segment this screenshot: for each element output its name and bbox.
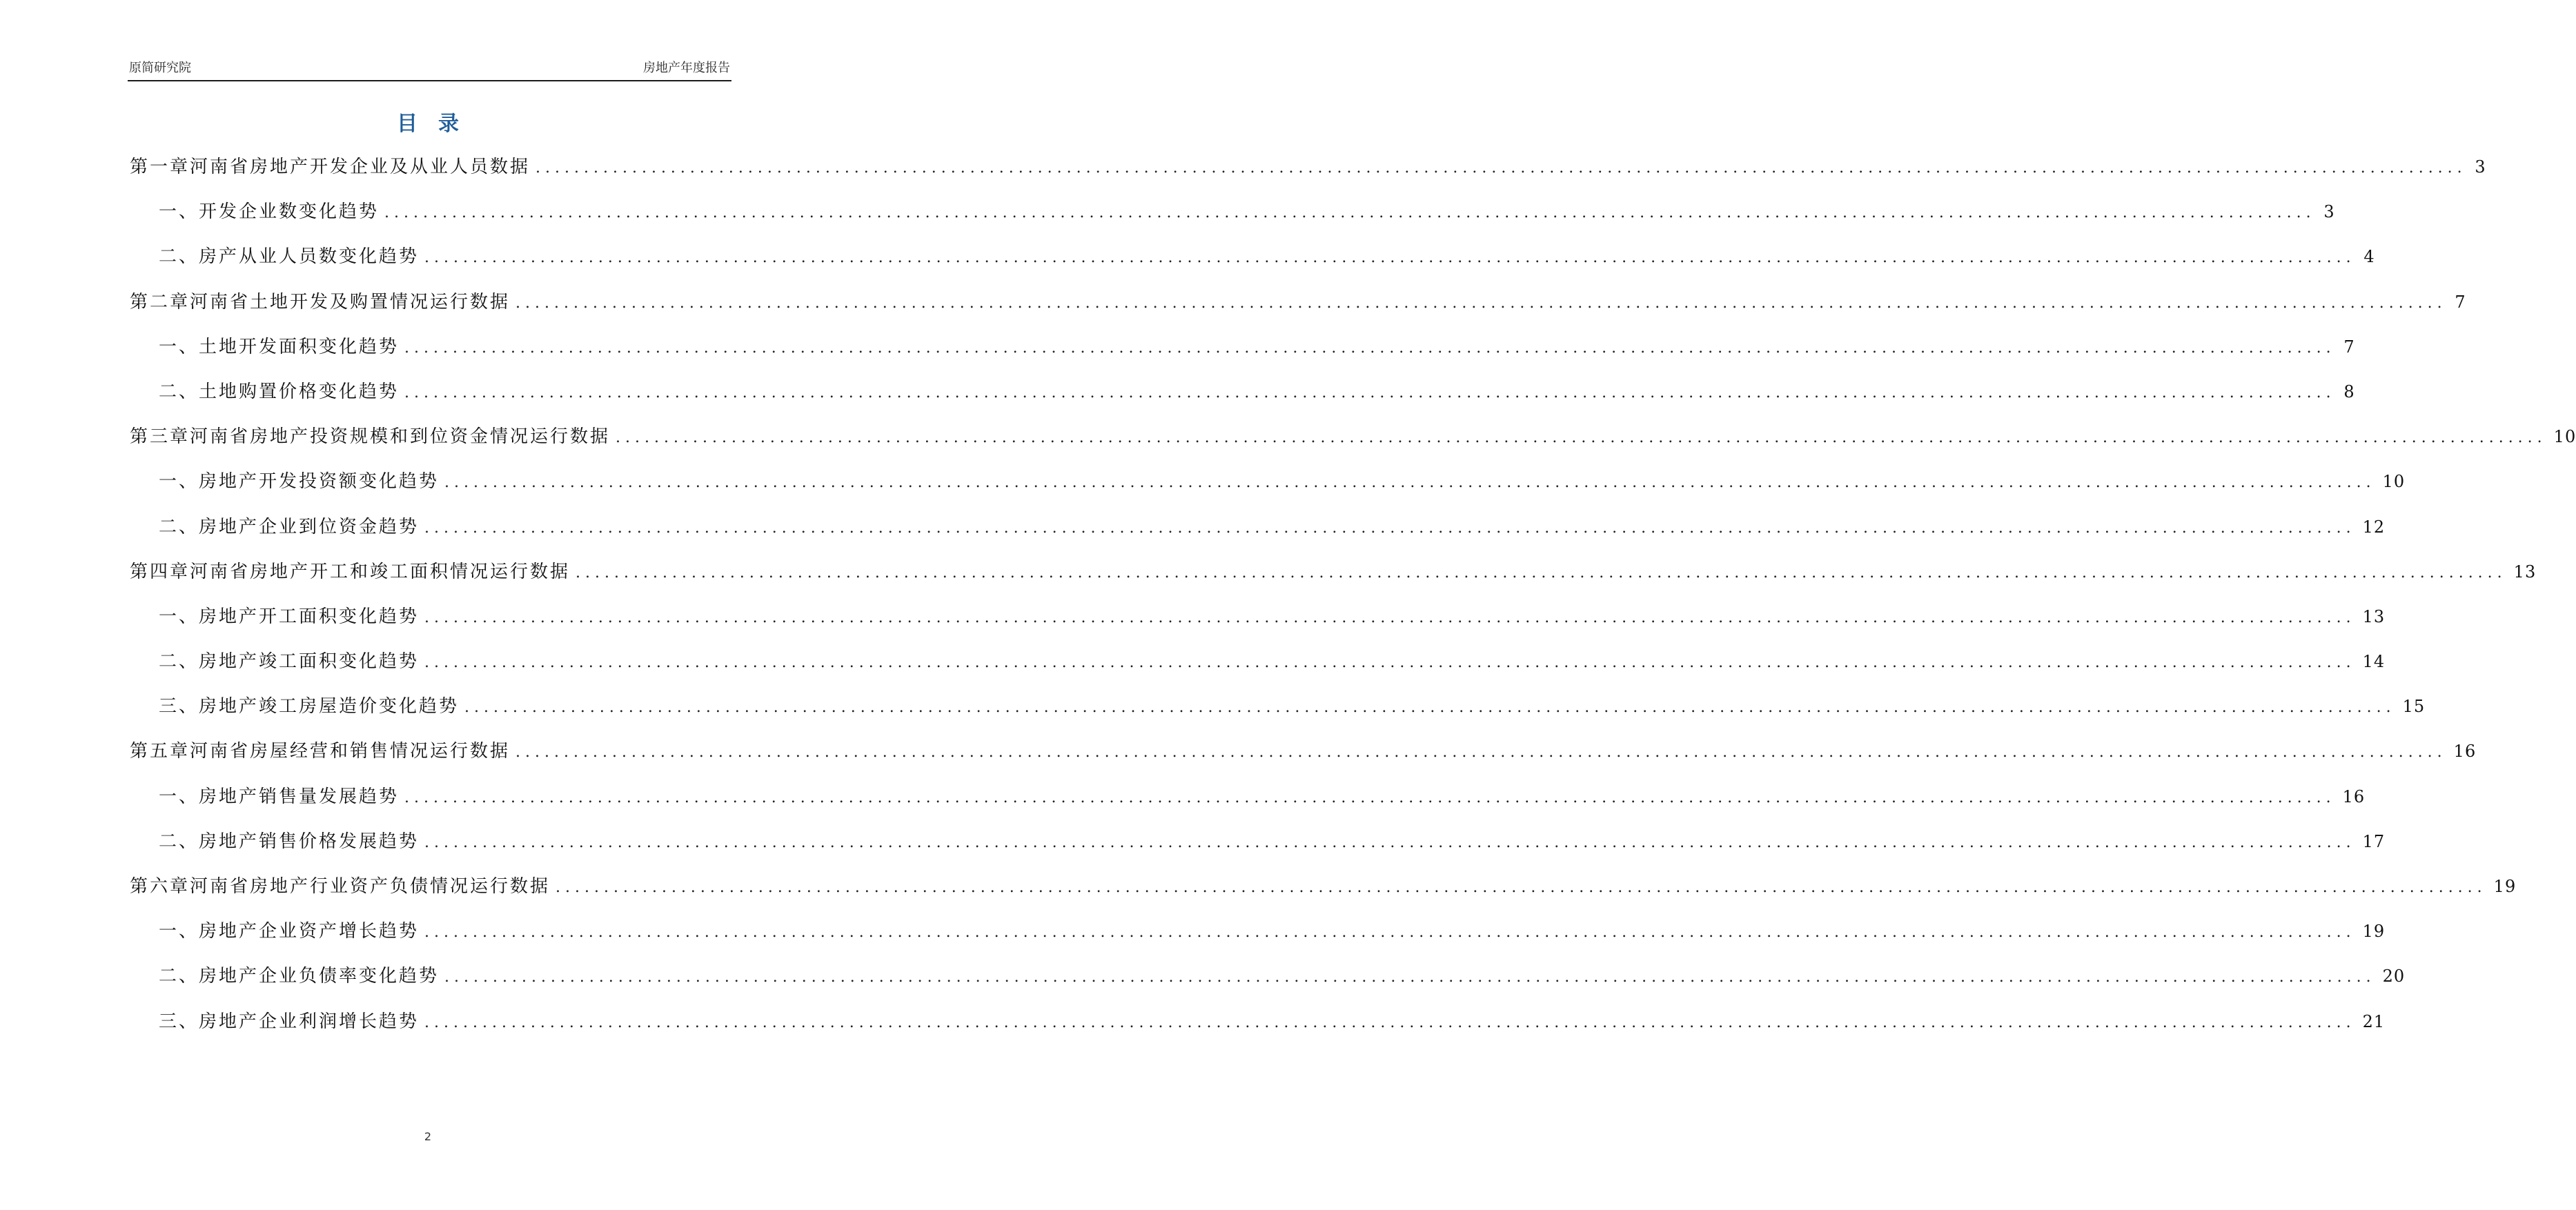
toc-dot-leader: ........................................................................................................................................................................................................ bbox=[404, 789, 2336, 806]
toc-page-number: 8 bbox=[2343, 381, 2355, 401]
toc-entry-label: 河南省房屋经营和销售情况运行数据 bbox=[190, 741, 511, 762]
page-header bbox=[128, 59, 731, 81]
page-number: 2 bbox=[424, 1130, 432, 1143]
toc-page-number: 15 bbox=[2402, 697, 2426, 717]
toc-page-number: 10 bbox=[2382, 472, 2406, 492]
toc-dot-leader: ........................................................................................................................................................................................................ bbox=[424, 833, 2356, 851]
toc-entry-label: 河南省房地产开工和竣工面积情况运行数据 bbox=[190, 561, 571, 582]
toc-section-entry[interactable] bbox=[130, 605, 2386, 650]
toc-entry-label: 三、房地产竣工房屋造价变化趋势 bbox=[159, 696, 460, 717]
toc-page-number: 17 bbox=[2362, 831, 2386, 851]
toc-chapter-number: 第一章 bbox=[130, 157, 190, 177]
toc-dot-leader: ........................................................................................................................................................................................................ bbox=[424, 519, 2356, 537]
toc-entry-label: 一、开发企业数变化趋势 bbox=[159, 201, 380, 223]
toc-dot-leader: ........................................................................................................................................................................................................ bbox=[424, 924, 2356, 942]
toc-entry-label: 一、房地产开发投资额变化趋势 bbox=[159, 471, 440, 493]
toc-chapter-number: 第四章 bbox=[130, 561, 190, 582]
toc-section-entry[interactable] bbox=[130, 380, 2355, 425]
toc-section-entry[interactable] bbox=[130, 920, 2386, 964]
toc-dot-leader: ........................................................................................................................................................................................................ bbox=[424, 608, 2356, 626]
toc-dot-leader: ........................................................................................................................................................................................................ bbox=[555, 879, 2487, 896]
toc-page-number: 16 bbox=[2453, 742, 2477, 762]
toc-entry-label: 一、房地产开工面积变化趋势 bbox=[159, 606, 420, 627]
toc-section-entry[interactable] bbox=[130, 245, 2375, 290]
toc-entry-label: 二、房地产销售价格发展趋势 bbox=[159, 831, 420, 852]
toc-section-entry[interactable] bbox=[130, 964, 2406, 1009]
toc-page-number: 20 bbox=[2382, 966, 2406, 986]
toc-section-entry[interactable] bbox=[130, 830, 2386, 875]
toc-chapter-entry[interactable] bbox=[130, 875, 2517, 920]
toc-chapter-entry[interactable] bbox=[130, 560, 2537, 605]
toc-page-number: 3 bbox=[2323, 202, 2335, 222]
toc-page-number: 3 bbox=[2475, 157, 2486, 177]
toc-section-entry[interactable] bbox=[130, 785, 2366, 830]
toc-page-number: 10 bbox=[2553, 427, 2576, 447]
toc-chapter-entry[interactable] bbox=[130, 425, 2576, 470]
table-of-contents bbox=[130, 155, 2576, 1055]
toc-entry-label: 河南省房地产投资规模和到位资金情况运行数据 bbox=[190, 426, 611, 448]
toc-dot-leader: ........................................................................................................................................................................................................ bbox=[464, 699, 2396, 717]
toc-page-number: 16 bbox=[2342, 786, 2366, 806]
toc-dot-leader: ........................................................................................................................................................................................................ bbox=[444, 969, 2376, 986]
toc-page-number: 4 bbox=[2363, 247, 2375, 267]
toc-dot-leader: ........................................................................................................................................................................................................ bbox=[515, 294, 2447, 312]
header-report-name: 房地产年度报告 bbox=[643, 61, 730, 75]
toc-page-number: 13 bbox=[2362, 606, 2386, 626]
toc-dot-leader: ........................................................................................................................................................................................................ bbox=[515, 744, 2447, 762]
toc-section-entry[interactable] bbox=[130, 515, 2386, 560]
toc-section-entry[interactable] bbox=[130, 695, 2426, 740]
toc-section-entry[interactable] bbox=[130, 1010, 2386, 1055]
toc-title: 目录 bbox=[397, 112, 480, 136]
toc-entry-label: 二、土地购置价格变化趋势 bbox=[159, 381, 400, 402]
toc-section-entry[interactable] bbox=[130, 650, 2386, 695]
toc-entry-label: 一、房地产企业资产增长趋势 bbox=[159, 921, 420, 942]
toc-entry-label: 二、房地产竣工面积变化趋势 bbox=[159, 651, 420, 673]
toc-entry-label: 一、土地开发面积变化趋势 bbox=[159, 336, 400, 357]
toc-dot-leader: ........................................................................................................................................................................................................ bbox=[404, 384, 2336, 401]
toc-entry-label: 河南省房地产开发企业及从业人员数据 bbox=[190, 157, 531, 177]
toc-chapter-entry[interactable] bbox=[130, 740, 2477, 784]
toc-chapter-entry[interactable] bbox=[130, 155, 2486, 200]
toc-page-number: 13 bbox=[2513, 562, 2537, 582]
toc-entry-label: 二、房产从业人员数变化趋势 bbox=[159, 246, 420, 268]
toc-page-number: 19 bbox=[2362, 922, 2386, 942]
toc-chapter-number: 第三章 bbox=[130, 426, 190, 448]
toc-dot-leader: ........................................................................................................................................................................................................ bbox=[424, 1013, 2356, 1031]
toc-entry-label: 三、房地产企业利润增长趋势 bbox=[159, 1011, 420, 1032]
toc-page-number: 21 bbox=[2362, 1011, 2386, 1031]
toc-dot-leader: ........................................................................................................................................................................................................ bbox=[424, 249, 2356, 267]
toc-page-number: 12 bbox=[2362, 517, 2386, 537]
toc-page-number: 7 bbox=[2455, 292, 2466, 312]
toc-dot-leader: ........................................................................................................................................................................................................ bbox=[424, 654, 2356, 672]
toc-entry-label: 一、房地产销售量发展趋势 bbox=[159, 786, 400, 807]
toc-entry-label: 二、房地产企业到位资金趋势 bbox=[159, 516, 420, 537]
header-org-name: 原简研究院 bbox=[129, 61, 191, 75]
toc-dot-leader: ........................................................................................................................................................................................................ bbox=[616, 429, 2547, 447]
toc-section-entry[interactable] bbox=[130, 335, 2355, 380]
toc-page-number: 19 bbox=[2493, 877, 2517, 896]
toc-dot-leader: ........................................................................................................................................................................................................ bbox=[444, 474, 2376, 492]
toc-dot-leader: ........................................................................................................................................................................................................ bbox=[576, 564, 2507, 582]
toc-dot-leader: ........................................................................................................................................................................................................ bbox=[404, 339, 2336, 357]
toc-page-number: 14 bbox=[2362, 652, 2386, 672]
toc-entry-label: 二、房地产企业负债率变化趋势 bbox=[159, 966, 440, 987]
toc-chapter-number: 第二章 bbox=[130, 291, 190, 313]
toc-entry-label: 河南省房地产行业资产负债情况运行数据 bbox=[190, 876, 551, 897]
toc-section-entry[interactable] bbox=[130, 470, 2406, 515]
toc-chapter-number: 第五章 bbox=[130, 741, 190, 762]
toc-dot-leader: ........................................................................................................................................................................................................ bbox=[535, 159, 2467, 177]
toc-chapter-number: 第六章 bbox=[130, 876, 190, 897]
toc-entry-label: 河南省土地开发及购置情况运行数据 bbox=[190, 291, 511, 313]
toc-chapter-entry[interactable] bbox=[130, 290, 2466, 335]
toc-dot-leader: ........................................................................................................................................................................................................ bbox=[384, 204, 2316, 222]
toc-section-entry[interactable] bbox=[130, 200, 2335, 245]
toc-page-number: 7 bbox=[2343, 337, 2355, 357]
